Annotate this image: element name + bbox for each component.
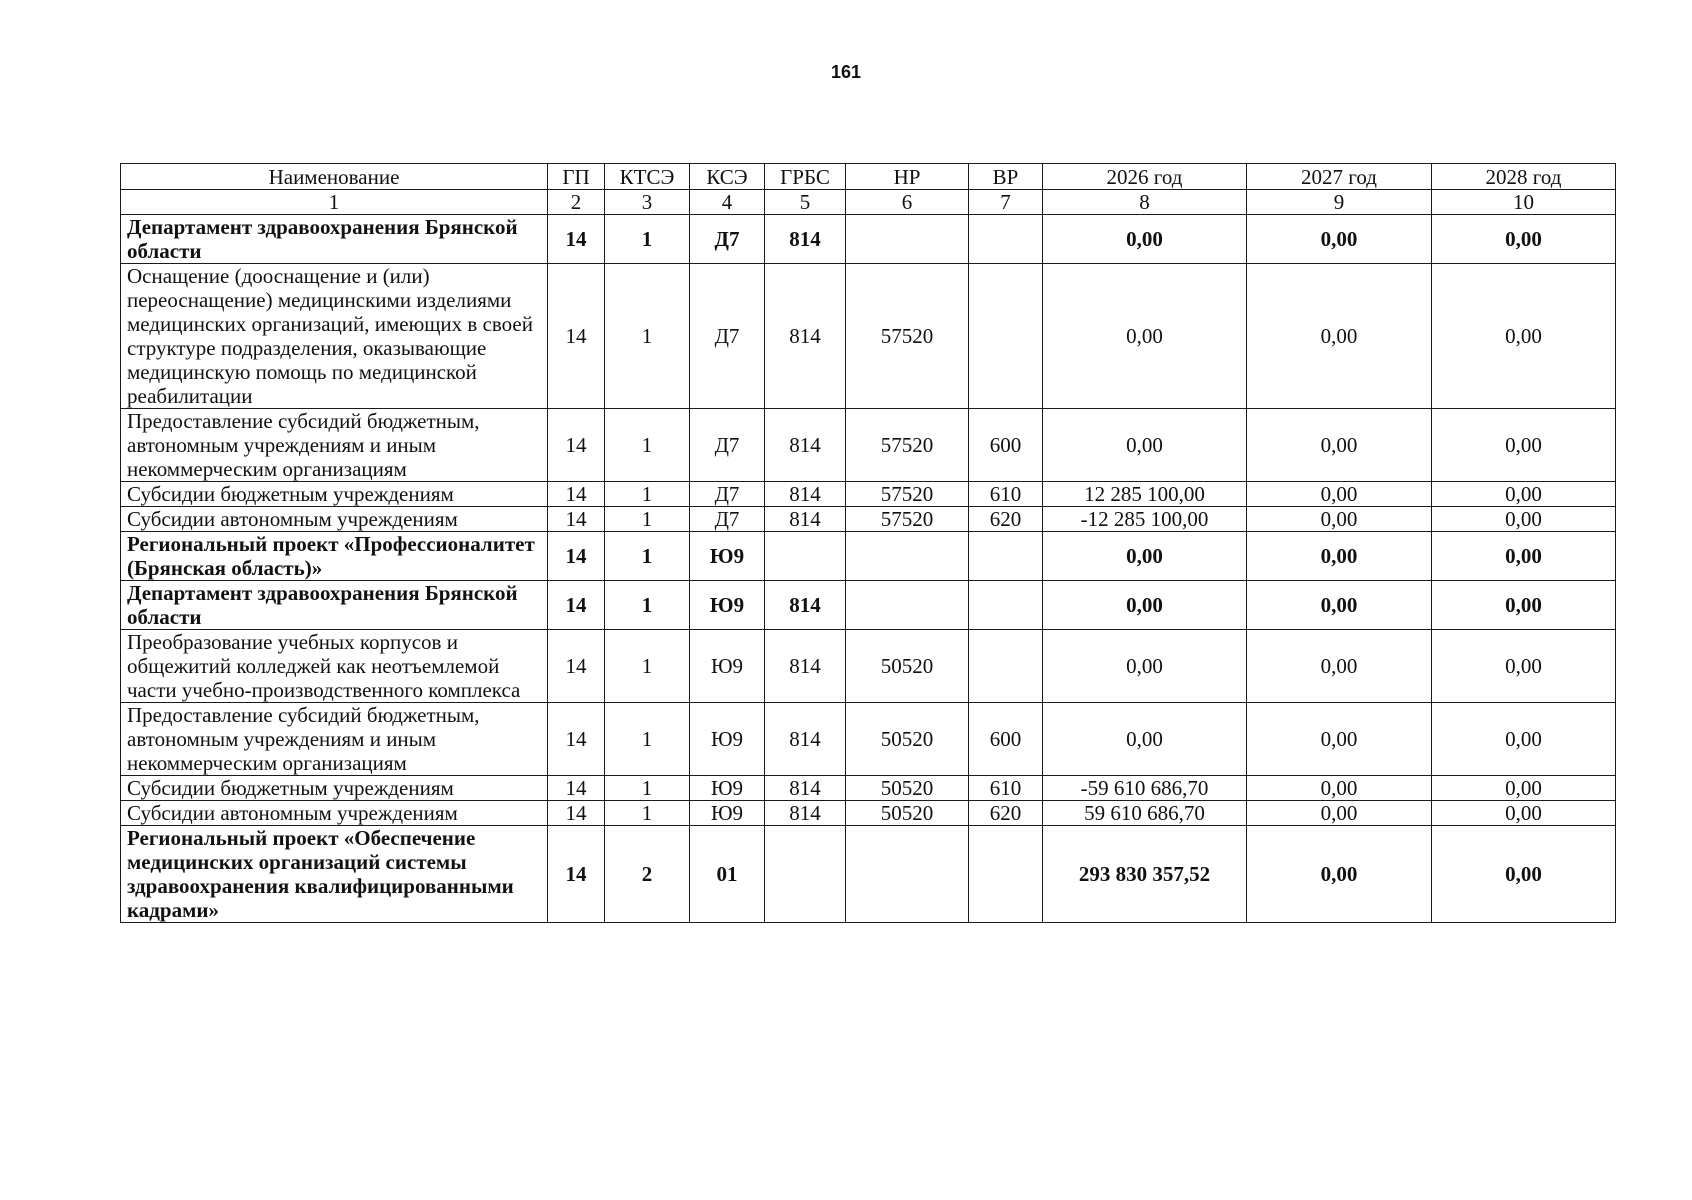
cell-name: Предоставление субсидий бюджетным, автономным учреждениям и иным некоммерческим организациям: [121, 703, 548, 776]
cell-name: Субсидии бюджетным учреждениям: [121, 482, 548, 507]
cell-vr: 620: [969, 507, 1043, 532]
cell-gp: 14: [548, 826, 605, 923]
cell-2026: 0,00: [1043, 215, 1247, 264]
cell-ktse: 1: [605, 264, 690, 409]
table-row: [121, 826, 1616, 923]
header-grbs: ГРБС: [765, 164, 846, 190]
cell-name: Субсидии автономным учреждениям: [121, 801, 548, 826]
cell-grbs: 814: [765, 581, 846, 630]
cell-ktse: 1: [605, 581, 690, 630]
cell-gp: 14: [548, 630, 605, 703]
cell-2028: 0,00: [1432, 826, 1616, 923]
column-number: 2: [548, 190, 605, 215]
cell-2026: 0,00: [1043, 409, 1247, 482]
cell-vr: 620: [969, 801, 1043, 826]
cell-name: Департамент здравоохранения Брянской области: [121, 581, 548, 630]
table-row: [121, 507, 1616, 532]
cell-name: Субсидии бюджетным учреждениям: [121, 776, 548, 801]
cell-grbs: 814: [765, 215, 846, 264]
cell-kse: 01: [690, 826, 765, 923]
table-row: [121, 409, 1616, 482]
cell-vr: [969, 215, 1043, 264]
cell-nr: 50520: [846, 801, 969, 826]
column-number: 7: [969, 190, 1043, 215]
cell-2026: 12 285 100,00: [1043, 482, 1247, 507]
cell-2027: 0,00: [1247, 703, 1432, 776]
cell-ktse: 2: [605, 826, 690, 923]
cell-nr: 50520: [846, 776, 969, 801]
cell-vr: [969, 630, 1043, 703]
cell-nr: [846, 826, 969, 923]
table-row: [121, 532, 1616, 581]
table-row: [121, 630, 1616, 703]
cell-gp: 14: [548, 532, 605, 581]
cell-name: Оснащение (дооснащение и (или) переоснащение) медицинскими изделиями медицинских организаций, имеющих в своей структуре подразделения, оказывающие медицинскую помощь по медицинской реабилитации: [121, 264, 548, 409]
cell-ktse: 1: [605, 532, 690, 581]
cell-2026: -59 610 686,70: [1043, 776, 1247, 801]
column-number: 8: [1043, 190, 1247, 215]
cell-kse: Ю9: [690, 532, 765, 581]
cell-nr: 50520: [846, 630, 969, 703]
cell-2027: 0,00: [1247, 215, 1432, 264]
table-row: [121, 776, 1616, 801]
column-number: 4: [690, 190, 765, 215]
header-2028: 2028 год: [1432, 164, 1616, 190]
cell-2027: 0,00: [1247, 264, 1432, 409]
header-gp: ГП: [548, 164, 605, 190]
cell-name: Региональный проект «Обеспечение медицинских организаций системы здравоохранения квалифицированными кадрами»: [121, 826, 548, 923]
cell-2028: 0,00: [1432, 581, 1616, 630]
cell-2028: 0,00: [1432, 215, 1616, 264]
cell-ktse: 1: [605, 630, 690, 703]
cell-2026: 0,00: [1043, 532, 1247, 581]
cell-ktse: 1: [605, 507, 690, 532]
header-2027: 2027 год: [1247, 164, 1432, 190]
cell-ktse: 1: [605, 482, 690, 507]
cell-kse: Ю9: [690, 630, 765, 703]
cell-vr: [969, 581, 1043, 630]
cell-grbs: 814: [765, 801, 846, 826]
cell-2028: 0,00: [1432, 630, 1616, 703]
table-header-row: [121, 164, 1616, 190]
cell-ktse: 1: [605, 409, 690, 482]
cell-vr: [969, 826, 1043, 923]
cell-vr: [969, 532, 1043, 581]
cell-kse: Ю9: [690, 581, 765, 630]
cell-nr: 57520: [846, 482, 969, 507]
cell-grbs: 814: [765, 507, 846, 532]
cell-2026: -12 285 100,00: [1043, 507, 1247, 532]
column-number: 6: [846, 190, 969, 215]
cell-gp: 14: [548, 409, 605, 482]
cell-kse: Д7: [690, 409, 765, 482]
cell-2027: 0,00: [1247, 532, 1432, 581]
cell-vr: 600: [969, 409, 1043, 482]
header-kse: КСЭ: [690, 164, 765, 190]
table-row: [121, 581, 1616, 630]
cell-vr: 610: [969, 776, 1043, 801]
cell-name: Субсидии автономным учреждениям: [121, 507, 548, 532]
cell-2028: 0,00: [1432, 482, 1616, 507]
header-2026: 2026 год: [1043, 164, 1247, 190]
cell-2028: 0,00: [1432, 264, 1616, 409]
cell-2027: 0,00: [1247, 630, 1432, 703]
cell-2028: 0,00: [1432, 776, 1616, 801]
column-number: 1: [121, 190, 548, 215]
cell-grbs: [765, 826, 846, 923]
cell-kse: Ю9: [690, 776, 765, 801]
cell-vr: 610: [969, 482, 1043, 507]
table-row: [121, 482, 1616, 507]
column-number: 10: [1432, 190, 1616, 215]
header-name: Наименование: [121, 164, 548, 190]
cell-name: Региональный проект «Профессионалитет (Брянская область)»: [121, 532, 548, 581]
cell-kse: Д7: [690, 482, 765, 507]
cell-gp: 14: [548, 507, 605, 532]
page-number: 161: [830, 62, 862, 82]
cell-nr: [846, 532, 969, 581]
cell-ktse: 1: [605, 703, 690, 776]
cell-2028: 0,00: [1432, 703, 1616, 776]
cell-nr: [846, 215, 969, 264]
cell-ktse: 1: [605, 215, 690, 264]
cell-2027: 0,00: [1247, 801, 1432, 826]
cell-2026: 293 830 357,52: [1043, 826, 1247, 923]
table-row: [121, 215, 1616, 264]
cell-2027: 0,00: [1247, 776, 1432, 801]
cell-name: Преобразование учебных корпусов и общежитий колледжей как неотъемлемой части учебно-производственного комплекса: [121, 630, 548, 703]
cell-nr: 57520: [846, 507, 969, 532]
cell-vr: 600: [969, 703, 1043, 776]
cell-grbs: 814: [765, 482, 846, 507]
table-row: [121, 801, 1616, 826]
cell-kse: Д7: [690, 264, 765, 409]
cell-2028: 0,00: [1432, 532, 1616, 581]
cell-gp: 14: [548, 581, 605, 630]
cell-2026: 59 610 686,70: [1043, 801, 1247, 826]
cell-2027: 0,00: [1247, 409, 1432, 482]
cell-vr: [969, 264, 1043, 409]
cell-grbs: [765, 532, 846, 581]
cell-name: Предоставление субсидий бюджетным, автономным учреждениям и иным некоммерческим организациям: [121, 409, 548, 482]
cell-2027: 0,00: [1247, 581, 1432, 630]
cell-2026: 0,00: [1043, 581, 1247, 630]
cell-nr: [846, 581, 969, 630]
cell-kse: Д7: [690, 215, 765, 264]
cell-grbs: 814: [765, 630, 846, 703]
table-row: [121, 264, 1616, 409]
cell-2028: 0,00: [1432, 801, 1616, 826]
cell-nr: 57520: [846, 409, 969, 482]
cell-gp: 14: [548, 776, 605, 801]
cell-gp: 14: [548, 703, 605, 776]
cell-2027: 0,00: [1247, 482, 1432, 507]
cell-2026: 0,00: [1043, 264, 1247, 409]
header-nr: НР: [846, 164, 969, 190]
cell-ktse: 1: [605, 776, 690, 801]
cell-kse: Д7: [690, 507, 765, 532]
header-vr: ВР: [969, 164, 1043, 190]
cell-grbs: 814: [765, 409, 846, 482]
column-number: 3: [605, 190, 690, 215]
cell-gp: 14: [548, 264, 605, 409]
cell-grbs: 814: [765, 776, 846, 801]
budget-table: [120, 163, 1616, 923]
cell-2026: 0,00: [1043, 703, 1247, 776]
cell-gp: 14: [548, 215, 605, 264]
table-row: [121, 703, 1616, 776]
cell-2027: 0,00: [1247, 507, 1432, 532]
column-number: 9: [1247, 190, 1432, 215]
column-number: 5: [765, 190, 846, 215]
cell-2026: 0,00: [1043, 630, 1247, 703]
cell-gp: 14: [548, 801, 605, 826]
cell-gp: 14: [548, 482, 605, 507]
header-ktse: КТСЭ: [605, 164, 690, 190]
cell-grbs: 814: [765, 703, 846, 776]
cell-kse: Ю9: [690, 801, 765, 826]
cell-name: Департамент здравоохранения Брянской области: [121, 215, 548, 264]
cell-grbs: 814: [765, 264, 846, 409]
cell-kse: Ю9: [690, 703, 765, 776]
cell-2028: 0,00: [1432, 507, 1616, 532]
cell-2027: 0,00: [1247, 826, 1432, 923]
cell-ktse: 1: [605, 801, 690, 826]
cell-2028: 0,00: [1432, 409, 1616, 482]
column-number-row: [121, 190, 1616, 215]
cell-nr: 57520: [846, 264, 969, 409]
cell-nr: 50520: [846, 703, 969, 776]
